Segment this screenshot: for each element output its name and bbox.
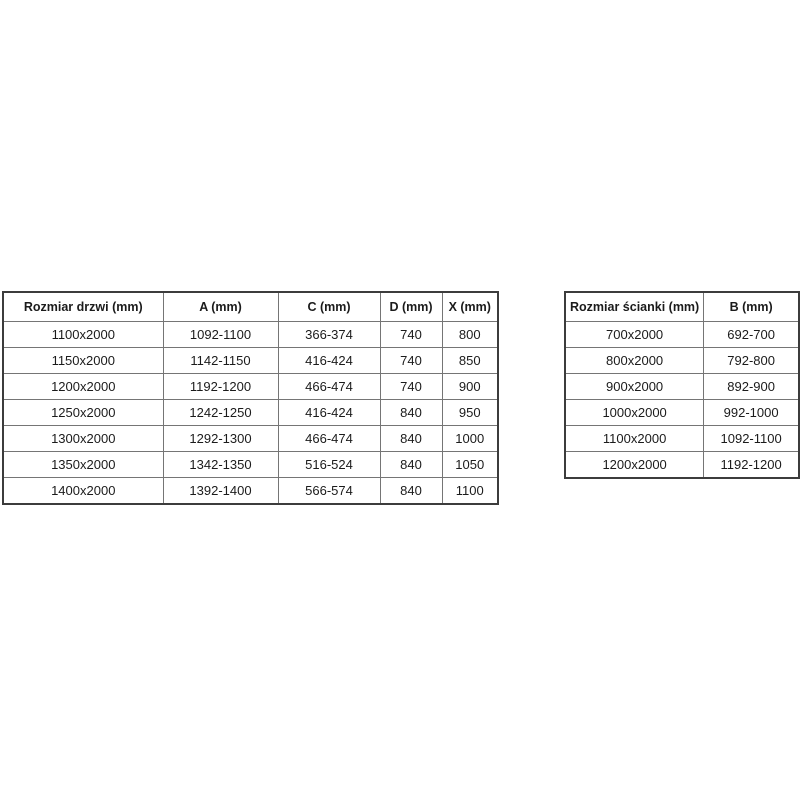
header-row	[565, 292, 799, 322]
table-cell: 566-574	[278, 478, 380, 505]
column-header: Rozmiar ścianki (mm)	[565, 292, 704, 322]
table-cell: 740	[380, 348, 442, 374]
table-cell: 416-424	[278, 400, 380, 426]
table-cell: 1100x2000	[565, 426, 704, 452]
table-cell: 740	[380, 374, 442, 400]
column-header: B (mm)	[704, 292, 799, 322]
header-row	[3, 292, 498, 322]
table-cell: 1000x2000	[565, 400, 704, 426]
table-row	[565, 452, 799, 479]
table-row	[3, 452, 498, 478]
table-cell: 850	[442, 348, 498, 374]
table-cell: 700x2000	[565, 322, 704, 348]
table-cell: 840	[380, 478, 442, 505]
table-cell: 740	[380, 322, 442, 348]
table-row	[565, 374, 799, 400]
table-cell: 840	[380, 452, 442, 478]
table-cell: 1050	[442, 452, 498, 478]
table-cell: 800x2000	[565, 348, 704, 374]
table-row	[3, 322, 498, 348]
table-cell: 1100x2000	[3, 322, 163, 348]
table-cell: 466-474	[278, 374, 380, 400]
wall-size-table	[564, 291, 800, 479]
table-cell: 1100	[442, 478, 498, 505]
table-row	[3, 478, 498, 505]
table-cell: 1392-1400	[163, 478, 278, 505]
table-cell: 840	[380, 426, 442, 452]
table-row	[565, 400, 799, 426]
door-size-table	[2, 291, 499, 505]
table-cell: 1242-1250	[163, 400, 278, 426]
table-row	[3, 426, 498, 452]
table-cell: 1200x2000	[3, 374, 163, 400]
table-cell: 416-424	[278, 348, 380, 374]
table-row	[3, 374, 498, 400]
column-header: Rozmiar drzwi (mm)	[3, 292, 163, 322]
table-cell: 1192-1200	[163, 374, 278, 400]
wall-size-table-container	[564, 291, 800, 479]
column-header: C (mm)	[278, 292, 380, 322]
table-cell: 900	[442, 374, 498, 400]
table-cell: 1342-1350	[163, 452, 278, 478]
table-cell: 892-900	[704, 374, 799, 400]
table-cell: 366-374	[278, 322, 380, 348]
table-cell: 800	[442, 322, 498, 348]
column-header: D (mm)	[380, 292, 442, 322]
table-row	[3, 348, 498, 374]
table-cell: 950	[442, 400, 498, 426]
table-row	[3, 400, 498, 426]
table-row	[565, 426, 799, 452]
table-cell: 1092-1100	[704, 426, 799, 452]
table-cell: 1192-1200	[704, 452, 799, 479]
table-cell: 1350x2000	[3, 452, 163, 478]
table-cell: 1092-1100	[163, 322, 278, 348]
table-cell: 1292-1300	[163, 426, 278, 452]
table-cell: 840	[380, 400, 442, 426]
table-cell: 1400x2000	[3, 478, 163, 505]
door-size-table-container	[2, 291, 499, 505]
table-cell: 1200x2000	[565, 452, 704, 479]
table-cell: 900x2000	[565, 374, 704, 400]
table-cell: 1000	[442, 426, 498, 452]
table-cell: 466-474	[278, 426, 380, 452]
table-cell: 692-700	[704, 322, 799, 348]
table-cell: 1300x2000	[3, 426, 163, 452]
column-header: A (mm)	[163, 292, 278, 322]
table-cell: 1250x2000	[3, 400, 163, 426]
table-cell: 992-1000	[704, 400, 799, 426]
table-cell: 516-524	[278, 452, 380, 478]
table-cell: 1142-1150	[163, 348, 278, 374]
table-row	[565, 322, 799, 348]
table-cell: 1150x2000	[3, 348, 163, 374]
table-cell: 792-800	[704, 348, 799, 374]
column-header: X (mm)	[442, 292, 498, 322]
table-row	[565, 348, 799, 374]
